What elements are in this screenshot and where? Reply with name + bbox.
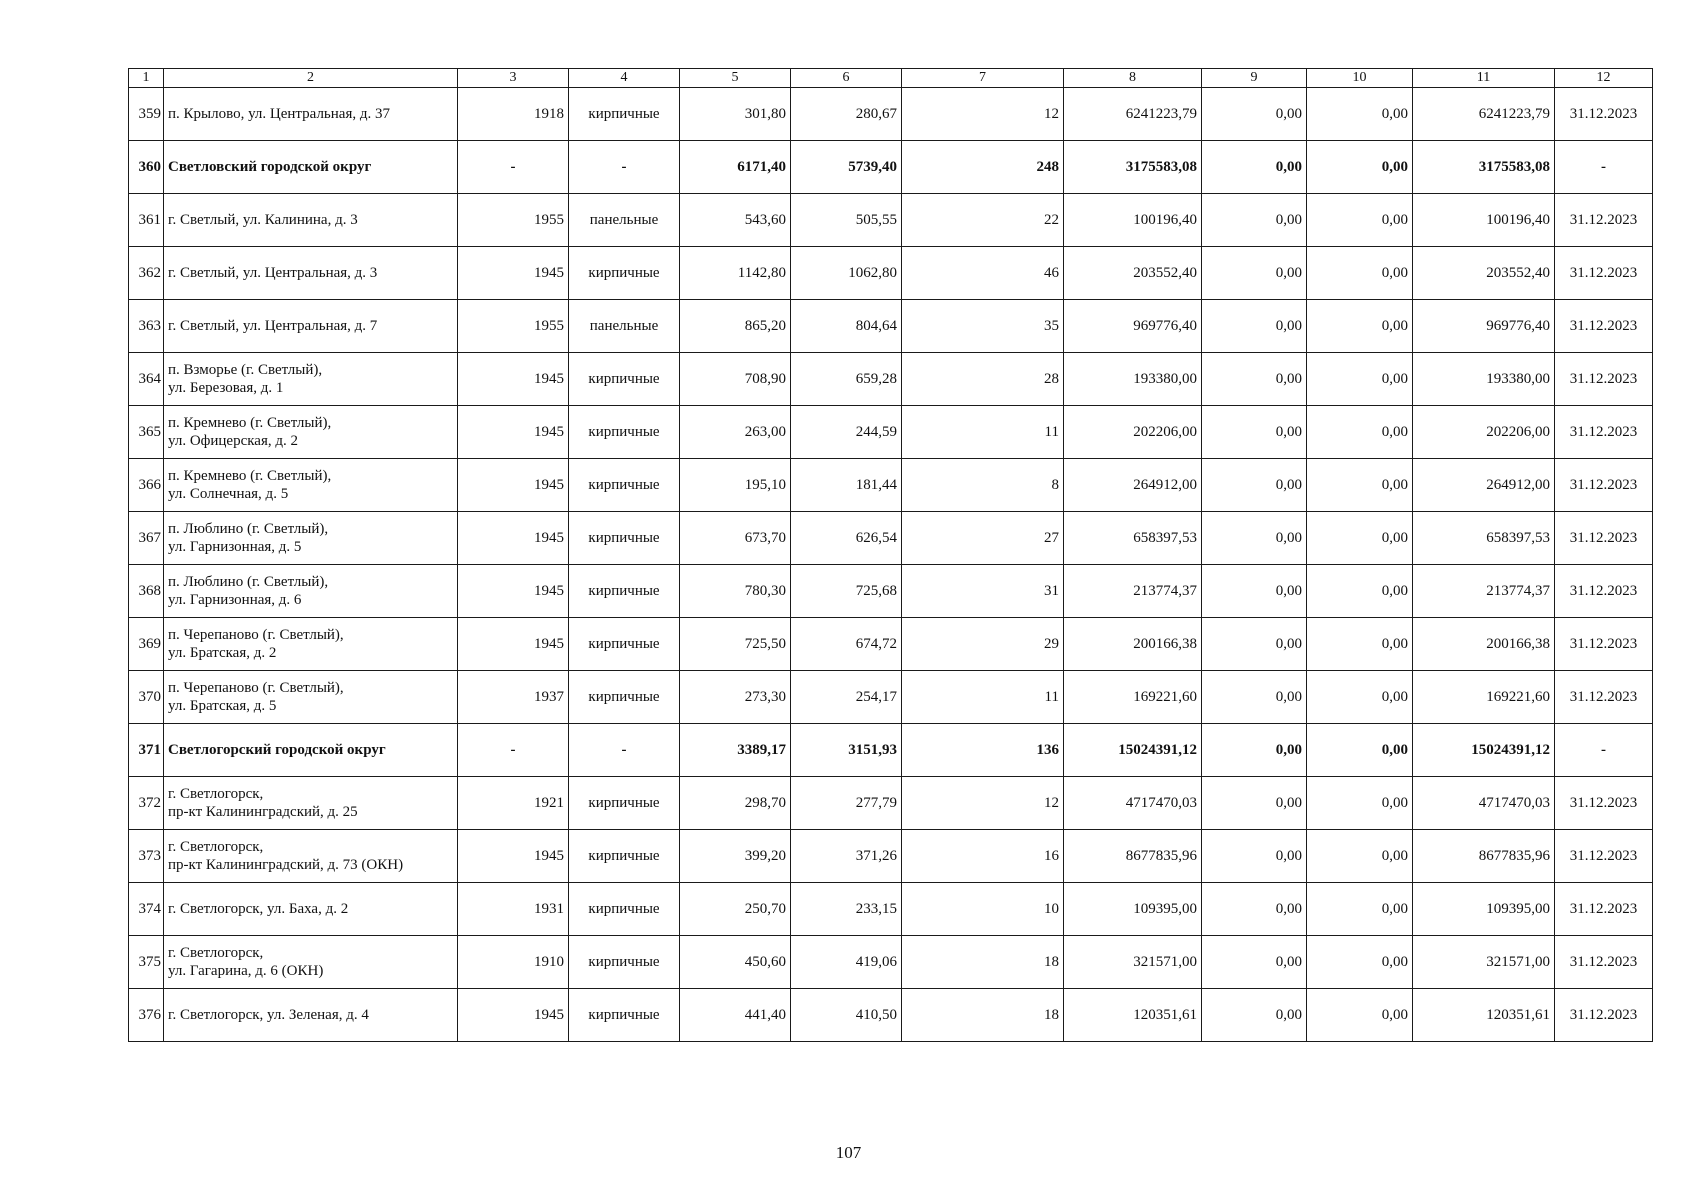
address (164, 353, 458, 406)
build-year: 1945 (458, 353, 569, 406)
build-year: 1921 (458, 777, 569, 830)
cell-col-8: 3175583,08 (1064, 141, 1202, 194)
table-row (129, 512, 1653, 565)
row-number: 374 (129, 883, 164, 936)
address-line: г. Светлогорск, (168, 839, 264, 855)
wall-material: кирпичные (569, 353, 680, 406)
column-number: 4 (569, 69, 680, 88)
cell-col-10: 0,00 (1307, 777, 1413, 830)
cell-col-9: 0,00 (1202, 618, 1307, 671)
address (164, 724, 458, 777)
row-number: 368 (129, 565, 164, 618)
address-line: п. Черепаново (г. Светлый), (168, 627, 344, 643)
cell-col-12: 31.12.2023 (1555, 989, 1653, 1042)
address (164, 194, 458, 247)
table-row (129, 247, 1653, 300)
cell-col-12: 31.12.2023 (1555, 194, 1653, 247)
cell-col-8: 169221,60 (1064, 671, 1202, 724)
address-line: п. Крылово, ул. Центральная, д. 37 (168, 106, 390, 122)
cell-col-10: 0,00 (1307, 883, 1413, 936)
row-number: 370 (129, 671, 164, 724)
cell-col-9: 0,00 (1202, 353, 1307, 406)
table-row (129, 565, 1653, 618)
cell-col-7: 35 (902, 300, 1064, 353)
subtotal-row (129, 724, 1653, 777)
cell-col-10: 0,00 (1307, 353, 1413, 406)
cell-col-7: 22 (902, 194, 1064, 247)
cell-col-6: 725,68 (791, 565, 902, 618)
wall-material: кирпичные (569, 512, 680, 565)
cell-col-6: 277,79 (791, 777, 902, 830)
table-row (129, 989, 1653, 1042)
address (164, 406, 458, 459)
cell-col-11: 213774,37 (1413, 565, 1555, 618)
cell-col-11: 8677835,96 (1413, 830, 1555, 883)
cell-col-6: 419,06 (791, 936, 902, 989)
table-row (129, 300, 1653, 353)
build-year: 1945 (458, 247, 569, 300)
cell-col-5: 273,30 (680, 671, 791, 724)
cell-col-12: 31.12.2023 (1555, 565, 1653, 618)
address-line: пр-кт Калининградский, д. 25 (168, 804, 358, 820)
cell-col-7: 29 (902, 618, 1064, 671)
cell-col-6: 659,28 (791, 353, 902, 406)
build-year: 1931 (458, 883, 569, 936)
cell-col-10: 0,00 (1307, 406, 1413, 459)
row-number: 362 (129, 247, 164, 300)
cell-col-7: 18 (902, 936, 1064, 989)
cell-col-5: 673,70 (680, 512, 791, 565)
row-number: 361 (129, 194, 164, 247)
cell-col-12: 31.12.2023 (1555, 618, 1653, 671)
table-row (129, 194, 1653, 247)
address (164, 512, 458, 565)
address (164, 618, 458, 671)
cell-col-12: 31.12.2023 (1555, 353, 1653, 406)
cell-col-6: 5739,40 (791, 141, 902, 194)
cell-col-12: 31.12.2023 (1555, 671, 1653, 724)
address (164, 141, 458, 194)
column-number: 5 (680, 69, 791, 88)
column-number: 1 (129, 69, 164, 88)
wall-material: кирпичные (569, 671, 680, 724)
cell-col-9: 0,00 (1202, 936, 1307, 989)
cell-col-11: 321571,00 (1413, 936, 1555, 989)
build-year: 1945 (458, 618, 569, 671)
cell-col-12: 31.12.2023 (1555, 247, 1653, 300)
cell-col-5: 195,10 (680, 459, 791, 512)
address-line: Светлогорский городской округ (168, 742, 386, 758)
address-line: п. Люблино (г. Светлый), (168, 521, 329, 537)
cell-col-6: 410,50 (791, 989, 902, 1042)
cell-col-11: 3175583,08 (1413, 141, 1555, 194)
cell-col-8: 6241223,79 (1064, 88, 1202, 141)
cell-col-12: 31.12.2023 (1555, 936, 1653, 989)
address (164, 989, 458, 1042)
address-line: г. Светлогорск, ул. Баха, д. 2 (168, 901, 349, 917)
column-number: 2 (164, 69, 458, 88)
address-line: ул. Гагарина, д. 6 (ОКН) (168, 963, 324, 979)
address-line: г. Светлый, ул. Центральная, д. 7 (168, 318, 378, 334)
address-line: ул. Березовая, д. 1 (168, 380, 284, 396)
cell-col-5: 543,60 (680, 194, 791, 247)
cell-col-8: 321571,00 (1064, 936, 1202, 989)
column-number: 10 (1307, 69, 1413, 88)
cell-col-5: 865,20 (680, 300, 791, 353)
table-row (129, 777, 1653, 830)
cell-col-6: 244,59 (791, 406, 902, 459)
page-number: 107 (835, 1143, 862, 1162)
address (164, 459, 458, 512)
cell-col-11: 203552,40 (1413, 247, 1555, 300)
cell-col-9: 0,00 (1202, 671, 1307, 724)
cell-col-6: 371,26 (791, 830, 902, 883)
column-number: 7 (902, 69, 1064, 88)
column-number: 6 (791, 69, 902, 88)
address-line: п. Кремнево (г. Светлый), (168, 468, 332, 484)
cell-col-8: 213774,37 (1064, 565, 1202, 618)
address (164, 247, 458, 300)
housing-table (128, 68, 1653, 1042)
cell-col-11: 4717470,03 (1413, 777, 1555, 830)
cell-col-9: 0,00 (1202, 724, 1307, 777)
cell-col-9: 0,00 (1202, 300, 1307, 353)
wall-material: кирпичные (569, 830, 680, 883)
cell-col-7: 46 (902, 247, 1064, 300)
cell-col-12: 31.12.2023 (1555, 406, 1653, 459)
address-line: ул. Гарнизонная, д. 6 (168, 592, 302, 608)
wall-material: - (569, 724, 680, 777)
build-year: - (458, 724, 569, 777)
cell-col-5: 1142,80 (680, 247, 791, 300)
cell-col-11: 193380,00 (1413, 353, 1555, 406)
cell-col-9: 0,00 (1202, 194, 1307, 247)
address-line: пр-кт Калининградский, д. 73 (ОКН) (168, 857, 404, 873)
build-year: 1945 (458, 459, 569, 512)
table-row (129, 618, 1653, 671)
cell-col-6: 1062,80 (791, 247, 902, 300)
address-line: п. Кремнево (г. Светлый), (168, 415, 332, 431)
wall-material: кирпичные (569, 88, 680, 141)
cell-col-8: 264912,00 (1064, 459, 1202, 512)
cell-col-10: 0,00 (1307, 830, 1413, 883)
row-number: 369 (129, 618, 164, 671)
cell-col-12: - (1555, 724, 1653, 777)
build-year: 1910 (458, 936, 569, 989)
cell-col-11: 264912,00 (1413, 459, 1555, 512)
table-body (129, 69, 1653, 1042)
address-line: п. Черепаново (г. Светлый), (168, 680, 344, 696)
address-line: г. Светлогорск, ул. Зеленая, д. 4 (168, 1007, 369, 1023)
row-number: 364 (129, 353, 164, 406)
cell-col-7: 248 (902, 141, 1064, 194)
build-year: - (458, 141, 569, 194)
cell-col-5: 725,50 (680, 618, 791, 671)
cell-col-5: 3389,17 (680, 724, 791, 777)
cell-col-5: 441,40 (680, 989, 791, 1042)
row-number: 373 (129, 830, 164, 883)
row-number: 375 (129, 936, 164, 989)
cell-col-8: 8677835,96 (1064, 830, 1202, 883)
cell-col-12: 31.12.2023 (1555, 512, 1653, 565)
wall-material: кирпичные (569, 247, 680, 300)
cell-col-12: 31.12.2023 (1555, 300, 1653, 353)
build-year: 1955 (458, 194, 569, 247)
address-line: г. Светлогорск, (168, 786, 264, 802)
cell-col-10: 0,00 (1307, 565, 1413, 618)
cell-col-9: 0,00 (1202, 883, 1307, 936)
cell-col-6: 626,54 (791, 512, 902, 565)
row-number: 376 (129, 989, 164, 1042)
cell-col-9: 0,00 (1202, 247, 1307, 300)
address-line: п. Люблино (г. Светлый), (168, 574, 329, 590)
cell-col-10: 0,00 (1307, 936, 1413, 989)
address-line: п. Взморье (г. Светлый), (168, 362, 323, 378)
cell-col-10: 0,00 (1307, 194, 1413, 247)
cell-col-12: - (1555, 141, 1653, 194)
cell-col-10: 0,00 (1307, 141, 1413, 194)
address (164, 777, 458, 830)
cell-col-10: 0,00 (1307, 512, 1413, 565)
cell-col-5: 6171,40 (680, 141, 791, 194)
build-year: 1937 (458, 671, 569, 724)
address-line: г. Светлый, ул. Центральная, д. 3 (168, 265, 378, 281)
build-year: 1945 (458, 989, 569, 1042)
cell-col-9: 0,00 (1202, 512, 1307, 565)
cell-col-6: 181,44 (791, 459, 902, 512)
build-year: 1945 (458, 512, 569, 565)
table-row (129, 936, 1653, 989)
cell-col-10: 0,00 (1307, 618, 1413, 671)
wall-material: кирпичные (569, 936, 680, 989)
wall-material: кирпичные (569, 406, 680, 459)
cell-col-8: 658397,53 (1064, 512, 1202, 565)
table-row (129, 830, 1653, 883)
cell-col-11: 100196,40 (1413, 194, 1555, 247)
cell-col-6: 280,67 (791, 88, 902, 141)
cell-col-6: 254,17 (791, 671, 902, 724)
wall-material: кирпичные (569, 989, 680, 1042)
address (164, 300, 458, 353)
cell-col-7: 31 (902, 565, 1064, 618)
row-number: 365 (129, 406, 164, 459)
cell-col-12: 31.12.2023 (1555, 88, 1653, 141)
cell-col-9: 0,00 (1202, 406, 1307, 459)
cell-col-7: 28 (902, 353, 1064, 406)
wall-material: панельные (569, 300, 680, 353)
cell-col-12: 31.12.2023 (1555, 830, 1653, 883)
address-line: г. Светлогорск, (168, 945, 264, 961)
cell-col-6: 505,55 (791, 194, 902, 247)
cell-col-8: 109395,00 (1064, 883, 1202, 936)
cell-col-12: 31.12.2023 (1555, 883, 1653, 936)
column-number: 11 (1413, 69, 1555, 88)
cell-col-11: 109395,00 (1413, 883, 1555, 936)
cell-col-11: 200166,38 (1413, 618, 1555, 671)
column-number: 9 (1202, 69, 1307, 88)
cell-col-7: 8 (902, 459, 1064, 512)
address-line: ул. Братская, д. 5 (168, 698, 277, 714)
wall-material: кирпичные (569, 565, 680, 618)
cell-col-6: 804,64 (791, 300, 902, 353)
cell-col-7: 11 (902, 671, 1064, 724)
cell-col-8: 100196,40 (1064, 194, 1202, 247)
cell-col-10: 0,00 (1307, 88, 1413, 141)
cell-col-10: 0,00 (1307, 247, 1413, 300)
cell-col-8: 203552,40 (1064, 247, 1202, 300)
row-number: 372 (129, 777, 164, 830)
build-year: 1945 (458, 830, 569, 883)
cell-col-5: 298,70 (680, 777, 791, 830)
cell-col-6: 233,15 (791, 883, 902, 936)
cell-col-5: 780,30 (680, 565, 791, 618)
cell-col-8: 4717470,03 (1064, 777, 1202, 830)
address (164, 565, 458, 618)
cell-col-10: 0,00 (1307, 300, 1413, 353)
row-number: 371 (129, 724, 164, 777)
wall-material: кирпичные (569, 777, 680, 830)
address-line: ул. Офицерская, д. 2 (168, 433, 298, 449)
cell-col-9: 0,00 (1202, 830, 1307, 883)
build-year: 1955 (458, 300, 569, 353)
cell-col-9: 0,00 (1202, 565, 1307, 618)
address (164, 830, 458, 883)
cell-col-11: 969776,40 (1413, 300, 1555, 353)
address-line: ул. Солнечная, д. 5 (168, 486, 289, 502)
cell-col-7: 27 (902, 512, 1064, 565)
row-number: 366 (129, 459, 164, 512)
cell-col-11: 658397,53 (1413, 512, 1555, 565)
cell-col-7: 136 (902, 724, 1064, 777)
cell-col-5: 450,60 (680, 936, 791, 989)
column-number-row (129, 69, 1653, 88)
build-year: 1945 (458, 565, 569, 618)
wall-material: панельные (569, 194, 680, 247)
address (164, 671, 458, 724)
cell-col-12: 31.12.2023 (1555, 459, 1653, 512)
table-row (129, 353, 1653, 406)
cell-col-9: 0,00 (1202, 88, 1307, 141)
cell-col-7: 11 (902, 406, 1064, 459)
address (164, 88, 458, 141)
address (164, 936, 458, 989)
cell-col-8: 15024391,12 (1064, 724, 1202, 777)
table-row (129, 406, 1653, 459)
address-line: ул. Братская, д. 2 (168, 645, 277, 661)
cell-col-7: 18 (902, 989, 1064, 1042)
cell-col-7: 12 (902, 777, 1064, 830)
cell-col-8: 969776,40 (1064, 300, 1202, 353)
cell-col-10: 0,00 (1307, 724, 1413, 777)
cell-col-5: 263,00 (680, 406, 791, 459)
wall-material: кирпичные (569, 618, 680, 671)
cell-col-12: 31.12.2023 (1555, 777, 1653, 830)
wall-material: кирпичные (569, 459, 680, 512)
cell-col-11: 202206,00 (1413, 406, 1555, 459)
table-row (129, 671, 1653, 724)
cell-col-8: 120351,61 (1064, 989, 1202, 1042)
build-year: 1918 (458, 88, 569, 141)
cell-col-10: 0,00 (1307, 671, 1413, 724)
cell-col-5: 708,90 (680, 353, 791, 406)
cell-col-5: 250,70 (680, 883, 791, 936)
subtotal-row (129, 141, 1653, 194)
cell-col-7: 16 (902, 830, 1064, 883)
table-row (129, 883, 1653, 936)
cell-col-6: 674,72 (791, 618, 902, 671)
cell-col-8: 202206,00 (1064, 406, 1202, 459)
cell-col-6: 3151,93 (791, 724, 902, 777)
build-year: 1945 (458, 406, 569, 459)
cell-col-9: 0,00 (1202, 777, 1307, 830)
cell-col-11: 6241223,79 (1413, 88, 1555, 141)
cell-col-9: 0,00 (1202, 989, 1307, 1042)
wall-material: кирпичные (569, 883, 680, 936)
row-number: 360 (129, 141, 164, 194)
cell-col-5: 399,20 (680, 830, 791, 883)
table-row (129, 88, 1653, 141)
cell-col-8: 200166,38 (1064, 618, 1202, 671)
row-number: 367 (129, 512, 164, 565)
address-line: г. Светлый, ул. Калинина, д. 3 (168, 212, 358, 228)
column-number: 3 (458, 69, 569, 88)
row-number: 359 (129, 88, 164, 141)
wall-material: - (569, 141, 680, 194)
cell-col-9: 0,00 (1202, 459, 1307, 512)
cell-col-9: 0,00 (1202, 141, 1307, 194)
cell-col-8: 193380,00 (1064, 353, 1202, 406)
cell-col-7: 10 (902, 883, 1064, 936)
row-number: 363 (129, 300, 164, 353)
cell-col-11: 120351,61 (1413, 989, 1555, 1042)
address-line: ул. Гарнизонная, д. 5 (168, 539, 302, 555)
cell-col-10: 0,00 (1307, 459, 1413, 512)
address (164, 883, 458, 936)
cell-col-7: 12 (902, 88, 1064, 141)
table-row (129, 459, 1653, 512)
cell-col-5: 301,80 (680, 88, 791, 141)
address-line: Светловский городской округ (168, 159, 372, 175)
column-number: 8 (1064, 69, 1202, 88)
cell-col-10: 0,00 (1307, 989, 1413, 1042)
cell-col-11: 169221,60 (1413, 671, 1555, 724)
column-number: 12 (1555, 69, 1653, 88)
cell-col-11: 15024391,12 (1413, 724, 1555, 777)
